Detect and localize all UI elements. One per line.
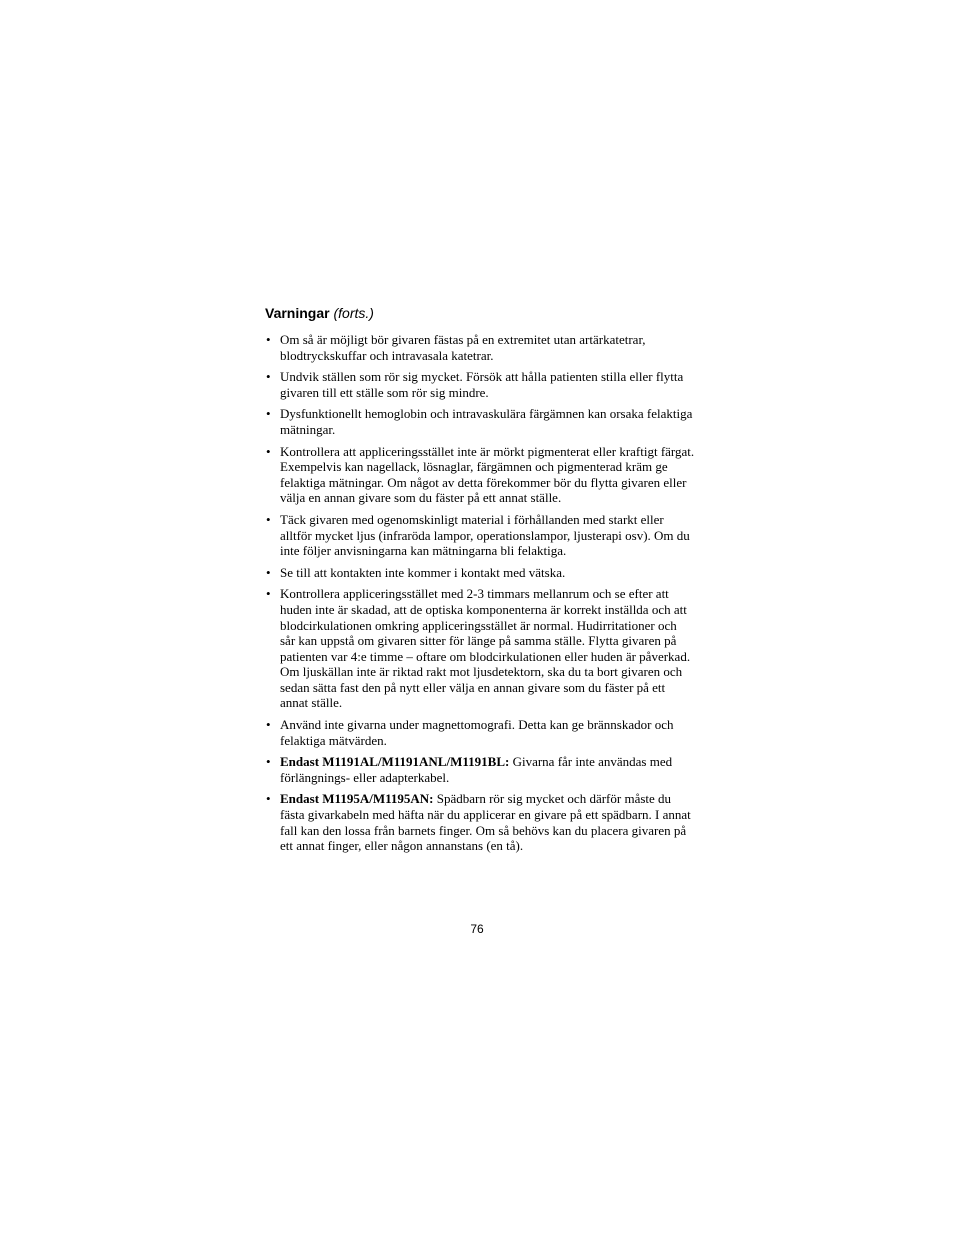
item-text: Se till att kontakten inte kommer i kontakt med vätska. [280,564,566,580]
item-text: Givarna får inte användas med förlängnings- eller adapterkabel. [280,754,673,785]
item-text: Kontrollera appliceringsstället med 2-3 timmars mellanrum och se efter att huden inte är skadad, att de optiska komponenterna är korrekt inställda och att blodcirkulationen omkring appliceringsstället är normal. Hudirritationer och sår kan uppstå om givaren sitter för länge på samma ställe. Flytta givaren på patienten var 4:e timme – oftare om blodcirkulationen eller huden är påverkad. Om ljuskällan inte är riktad rakt mot ljusdetektorn, ska du ta bort givaren och sedan sätta fast den på nytt eller välja en annan givare som du fäster på ett annat ställe. [280,586,691,711]
list-item [265,332,695,363]
bullet-icon: • [266,564,271,580]
item-text: Använd inte givarna under magnettomografi. Detta kan ge brännskador och felaktiga mätvärden. [280,717,674,748]
bullet-icon: • [266,586,271,602]
warning-list [265,332,695,854]
list-item [265,565,695,581]
bullet-icon: • [266,511,271,527]
list-item [265,406,695,437]
heading-subtitle: (forts.) [333,305,374,321]
item-text: Dysfunktionellt hemoglobin och intravaskulära färgämnen kan orsaka felaktiga mätningar. [280,406,693,437]
item-text: Om så är möjligt bör givaren fästas på en extremitet utan artärkatetrar, blodtryckskuffar och intravasala katetrar. [280,332,646,363]
item-text: Spädbarn rör sig mycket och därför måste du fästa givarkabeln med häfta när du applicerar en givare på ett spädbarn. I annat fall kan den lossa från barnets finger. Om så behövs kan du placera givaren på ett annat finger, eller någon annanstans (en tå). [280,791,691,854]
list-item [265,512,695,559]
bullet-icon: • [266,791,271,807]
warnings-section [265,303,695,860]
item-text: Täck givaren med ogenomskinligt material i förhållanden med starkt eller alltför mycket ljus (infraröda lampor, operationslampor, ljusterapi osv). Om du inte följer anvisningarna kan mätningarna bli felaktiga. [280,511,690,559]
item-text: Kontrollera att appliceringsstället inte är mörkt pigmenterat eller kraftigt färgat. Exempelvis kan nagellack, lösnaglar, färgämnen och pigmenterad kräm ge felaktiga mätningar. Om något av detta förekommer bör du flytta givaren eller välja en annan givare som du fäster på ett annat ställe. [280,443,695,506]
list-item [265,444,695,506]
list-item [265,586,695,711]
bullet-icon: • [266,717,271,733]
bullet-icon: • [266,332,271,347]
list-item [265,717,695,748]
page-number: 76 [470,922,484,936]
list-item [265,791,695,853]
bullet-icon: • [266,406,271,422]
item-lead: Endast M1195A/M1195AN: [280,791,434,807]
bullet-icon: • [266,443,271,459]
list-item [265,754,695,785]
heading-title: Varningar [265,305,330,321]
list-item [265,369,695,400]
item-lead: Endast M1191AL/M1191ANL/M1191BL: [280,754,510,770]
bullet-icon: • [266,369,271,385]
item-text: Undvik ställen som rör sig mycket. Försök att hålla patienten stilla eller flytta givaren till ett ställe som rör sig mindre. [280,369,684,400]
section-heading [265,303,695,323]
bullet-icon: • [266,754,271,770]
